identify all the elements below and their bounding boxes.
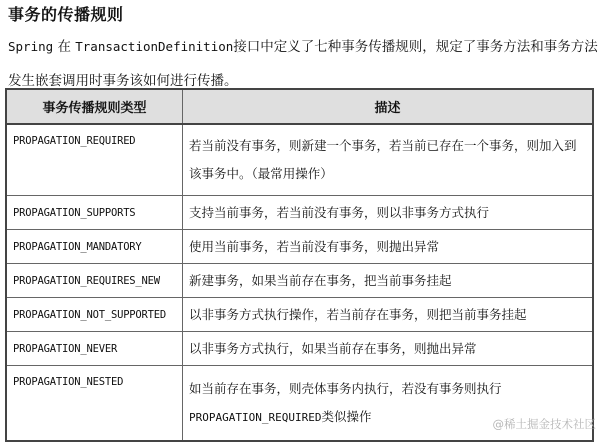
rule-description: 使用当前事务，若当前没有事务，则抛出异常 <box>183 230 594 264</box>
table-row <box>6 230 593 264</box>
rule-description: 以非事务方式执行，如果当前存在事务，则抛出异常 <box>183 332 594 366</box>
watermark: @稀土掘金技术社区 <box>492 417 596 431</box>
rule-name: PROPAGATION_NEVER <box>6 332 183 366</box>
rule-name: PROPAGATION_REQUIRES_NEW <box>6 264 183 298</box>
table-row <box>6 264 593 298</box>
rule-name: PROPAGATION_REQUIRED <box>6 124 183 196</box>
rule-name: PROPAGATION_SUPPORTS <box>6 196 183 230</box>
rule-name: PROPAGATION_NESTED <box>6 366 183 442</box>
rule-description: 支持当前事务，若当前没有事务，则以非事务方式执行 <box>183 196 594 230</box>
table-row <box>6 124 593 196</box>
intro-code-interface: TransactionDefinition <box>75 39 234 54</box>
intro-code-spring: Spring <box>8 39 54 54</box>
rule-description: 以非事务方式执行操作，若当前存在事务，则把当前事务挂起 <box>183 298 594 332</box>
table-row <box>6 196 593 230</box>
rule-description: 若当前没有事务，则新建一个事务，若当前已存在一个事务，则加入到该事务中。（最常用操作） <box>183 124 594 196</box>
table-row <box>6 332 593 366</box>
rule-name: PROPAGATION_MANDATORY <box>6 230 183 264</box>
propagation-table <box>5 88 594 442</box>
rule-description-text: 如当前存在事务，则壳体事务内执行，若没有事务则执行 <box>189 380 502 396</box>
section-title: 事务的传播规则 <box>8 5 124 24</box>
header-description: 描述 <box>183 89 594 124</box>
rule-description: 新建事务，如果当前存在事务，把当前事务挂起 <box>183 264 594 298</box>
rule-description-code: PROPAGATION_REQUIRED <box>189 410 322 424</box>
table-row <box>6 298 593 332</box>
rule-name: PROPAGATION_NOT_SUPPORTED <box>6 298 183 332</box>
intro-text-rest: 接口中定义了七种事务传播规则，规定了事务方法和事务方法发生嵌套调用时事务该如何进行传播。 <box>8 39 598 89</box>
rule-description-suffix: 类似操作 <box>321 408 372 424</box>
header-rule-type: 事务传播规则类型 <box>6 89 183 124</box>
intro-text-mid: 在 <box>57 39 71 55</box>
